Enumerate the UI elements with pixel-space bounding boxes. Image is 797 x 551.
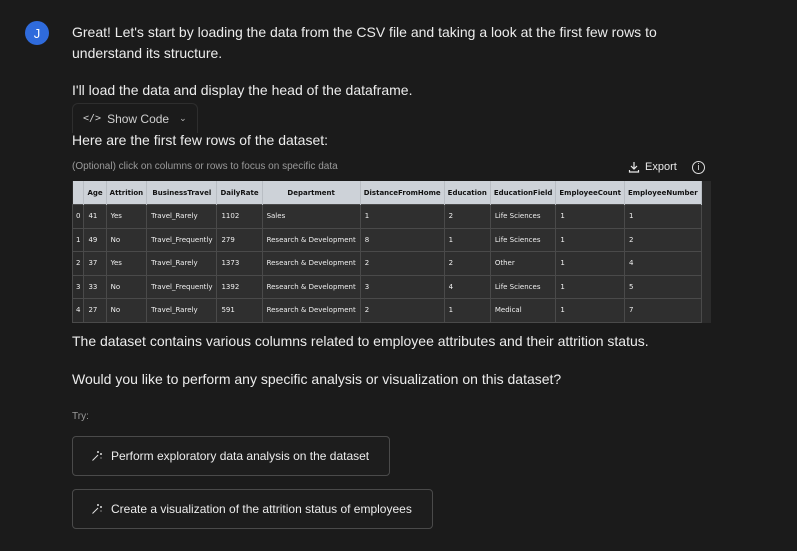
table-cell: Life Sciences <box>490 275 556 299</box>
table-cell: 41 <box>84 205 106 229</box>
table-hint: (Optional) click on columns or rows to focus on specific data <box>72 161 338 172</box>
table-cell: 27 <box>84 299 106 323</box>
table-body <box>73 205 702 323</box>
show-code-label: Show Code <box>107 111 170 126</box>
table-row[interactable] <box>73 228 702 252</box>
table-cell: 1 <box>444 228 490 252</box>
table-cell: 33 <box>84 275 106 299</box>
column-header[interactable]: Education <box>444 181 490 205</box>
column-header[interactable]: BusinessTravel <box>147 181 217 205</box>
column-header[interactable]: EmployeeCount <box>556 181 625 205</box>
try-label: Try: <box>72 411 89 422</box>
table-cell: 1373 <box>217 252 262 276</box>
table-cell: 3 <box>360 275 444 299</box>
message-paragraph-5: Would you like to perform any specific analysis or visualization on this dataset? <box>72 371 562 387</box>
table-cell: Travel_Rarely <box>147 205 217 229</box>
code-icon: </> <box>83 113 102 124</box>
table-cell: 4 <box>444 275 490 299</box>
table-row[interactable] <box>73 205 702 229</box>
suggestion-button-eda[interactable] <box>72 436 390 476</box>
table-cell: 2 <box>360 252 444 276</box>
table-cell: 5 <box>625 275 702 299</box>
message-paragraph-3: Here are the first few rows of the dataset: <box>72 132 329 148</box>
chevron-down-icon: ⌄ <box>179 113 187 123</box>
table-cell: 4 <box>625 252 702 276</box>
table-cell: 2 <box>444 205 490 229</box>
table-cell: 1 <box>556 228 625 252</box>
export-button[interactable] <box>628 161 677 173</box>
table-cell: Research & Development <box>262 252 360 276</box>
table-header-row <box>73 181 702 205</box>
table-cell: 591 <box>217 299 262 323</box>
table-row[interactable] <box>73 252 702 276</box>
table-cell: Life Sciences <box>490 228 556 252</box>
column-header[interactable]: EducationField <box>490 181 556 205</box>
row-index: 2 <box>73 252 84 276</box>
table-cell: 1 <box>625 205 702 229</box>
table-cell: 1 <box>556 299 625 323</box>
message-paragraph-4: The dataset contains various columns related to employee attributes and their attrition status. <box>72 333 649 349</box>
table-cell: 1392 <box>217 275 262 299</box>
download-icon <box>628 161 640 173</box>
table-cell: 1 <box>444 299 490 323</box>
table-cell: 7 <box>625 299 702 323</box>
info-icon[interactable]: i <box>692 161 705 174</box>
table-cell: Travel_Frequently <box>147 275 217 299</box>
table-cell: Travel_Rarely <box>147 299 217 323</box>
table-cell: No <box>106 228 147 252</box>
export-label: Export <box>645 161 677 173</box>
table-row[interactable] <box>73 299 702 323</box>
table-cell: 2 <box>625 228 702 252</box>
magic-wand-icon <box>91 450 103 462</box>
message-paragraph-2: I'll load the data and display the head of the dataframe. <box>72 82 413 98</box>
table-cell: Research & Development <box>262 275 360 299</box>
table-cell: 1102 <box>217 205 262 229</box>
table-cell: 8 <box>360 228 444 252</box>
table-cell: Yes <box>106 205 147 229</box>
column-header[interactable]: EmployeeNumber <box>625 181 702 205</box>
row-index: 3 <box>73 275 84 299</box>
table-cell: Medical <box>490 299 556 323</box>
table-cell: 2 <box>444 252 490 276</box>
table-cell: Travel_Frequently <box>147 228 217 252</box>
table-cell: No <box>106 275 147 299</box>
row-index: 1 <box>73 228 84 252</box>
table-cell: 279 <box>217 228 262 252</box>
table-cell: Other <box>490 252 556 276</box>
message-paragraph-1: Great! Let's start by loading the data from the CSV file and taking a look at the first few rows to understand its structure. <box>72 24 657 61</box>
user-avatar: J <box>25 21 49 45</box>
dataframe-table[interactable] <box>72 181 711 323</box>
table-cell: Life Sciences <box>490 205 556 229</box>
table-cell: 2 <box>360 299 444 323</box>
table-cell: Research & Development <box>262 299 360 323</box>
suggestion-label: Perform exploratory data analysis on the dataset <box>111 449 370 463</box>
row-index: 4 <box>73 299 84 323</box>
column-header[interactable]: Attrition <box>106 181 147 205</box>
column-header[interactable]: Department <box>262 181 360 205</box>
row-index: 0 <box>73 205 84 229</box>
table-cell: No <box>106 299 147 323</box>
magic-wand-icon <box>91 503 103 515</box>
table-cell: Yes <box>106 252 147 276</box>
table-cell: Sales <box>262 205 360 229</box>
table-cell: 1 <box>556 275 625 299</box>
suggestion-label: Create a visualization of the attrition status of employees <box>111 502 412 516</box>
table-cell: 1 <box>556 252 625 276</box>
show-code-button[interactable] <box>72 103 198 133</box>
index-header[interactable] <box>73 181 84 205</box>
suggestion-button-visualization[interactable] <box>72 489 433 529</box>
table-row[interactable] <box>73 275 702 299</box>
table-cell: 1 <box>360 205 444 229</box>
column-header[interactable]: DistanceFromHome <box>360 181 444 205</box>
table-cell: 1 <box>556 205 625 229</box>
column-header[interactable]: Age <box>84 181 106 205</box>
table-cell: 37 <box>84 252 106 276</box>
table-cell: Travel_Rarely <box>147 252 217 276</box>
table-cell: Research & Development <box>262 228 360 252</box>
table-cell: 49 <box>84 228 106 252</box>
column-header[interactable]: DailyRate <box>217 181 262 205</box>
